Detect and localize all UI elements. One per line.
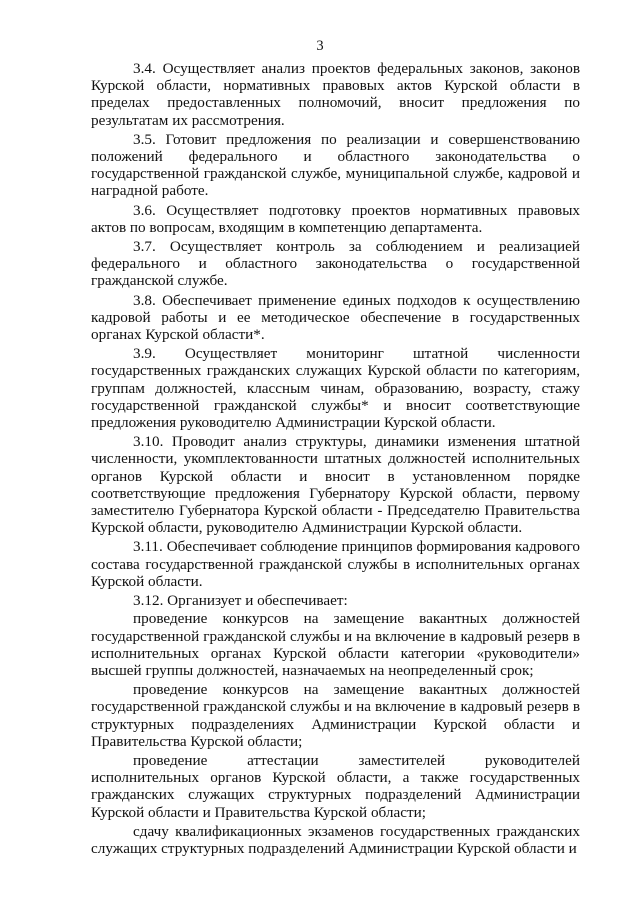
paragraph-3-12: 3.12. Организует и обеспечивает: xyxy=(133,592,348,610)
paragraph-3-6: 3.6. Осуществляет подготовку проектов нормативных правовых актов по вопросам, входящим в компетенцию департамента. xyxy=(91,201,580,236)
paragraph-3-4: 3.4. Осуществляет анализ проектов федеральных законов, законов Курской области, нормативных правовых актов Курской области в пределах предоставленных полномочий, вносит предложения по результатам их рассмотрения. xyxy=(91,60,580,129)
paragraph-3-11: 3.11. Обеспечивает соблюдение принципов формирования кадрового состава государственной гражданской службы в исполнительных органах Курской области. xyxy=(91,538,580,590)
paragraph-3-8: 3.8. Обеспечивает применение единых подходов к осуществлению кадровой работы и ее методическое обеспечение в государственных органах Курской области*. xyxy=(91,291,580,344)
page-number: 3 xyxy=(316,38,324,54)
list-item-attestation: проведение аттестации заместителей руководителей исполнительных органов Курской области, а также государственных гражданских служащих структурных подразделений Администрации Курской области и Правительства Курской области; xyxy=(91,751,580,821)
paragraph-3-10: 3.10. Проводит анализ структуры, динамики изменения штатной численности, укомплектованности штатных должностей исполнительных органов Курской области и вносит в установленном порядке соответствующие предложения Губернатору Курской области, первому заместителю Губернатора Курской области - Председателю Правительства Курской области, руководителю Администрации Курской области. xyxy=(91,433,580,537)
paragraph-3-9: 3.9. Осуществляет мониторинг штатной численности государственных гражданских служащих Курской области по категориям, группам должностей, классным чинам, образованию, возрасту, стажу государственной гражданской службы* и вносит соответствующие предложения руководителю Администрации Курской области. xyxy=(91,345,580,432)
list-item-qualification-exams: сдачу квалификационных экзаменов государственных гражданских служащих структурных подразделений Администрации Курской области и xyxy=(91,822,580,857)
list-item-competitions-executive: проведение конкурсов на замещение вакантных должностей государственной гражданской службы и на включение в кадровый резерв в исполнительных органах Курской области категории «руководители» высшей группы должностей, назначаемых на неопределенный срок; xyxy=(91,610,580,679)
paragraph-3-5: 3.5. Готовит предложения по реализации и совершенствованию положений федерального и областного законодательства о государственной гражданской службе, муниципальной службе, кадровой и наградной работе. xyxy=(91,130,580,200)
paragraph-3-7: 3.7. Осуществляет контроль за соблюдением и реализацией федерального и областного законодательства о государственной гражданской службе. xyxy=(91,238,580,290)
list-item-competitions-administration: проведение конкурсов на замещение вакантных должностей государственной гражданской службы и на включение в кадровый резерв в структурных подразделениях Администрации Курской области и Правительства Курской области; xyxy=(91,681,580,750)
document-body xyxy=(91,60,580,859)
